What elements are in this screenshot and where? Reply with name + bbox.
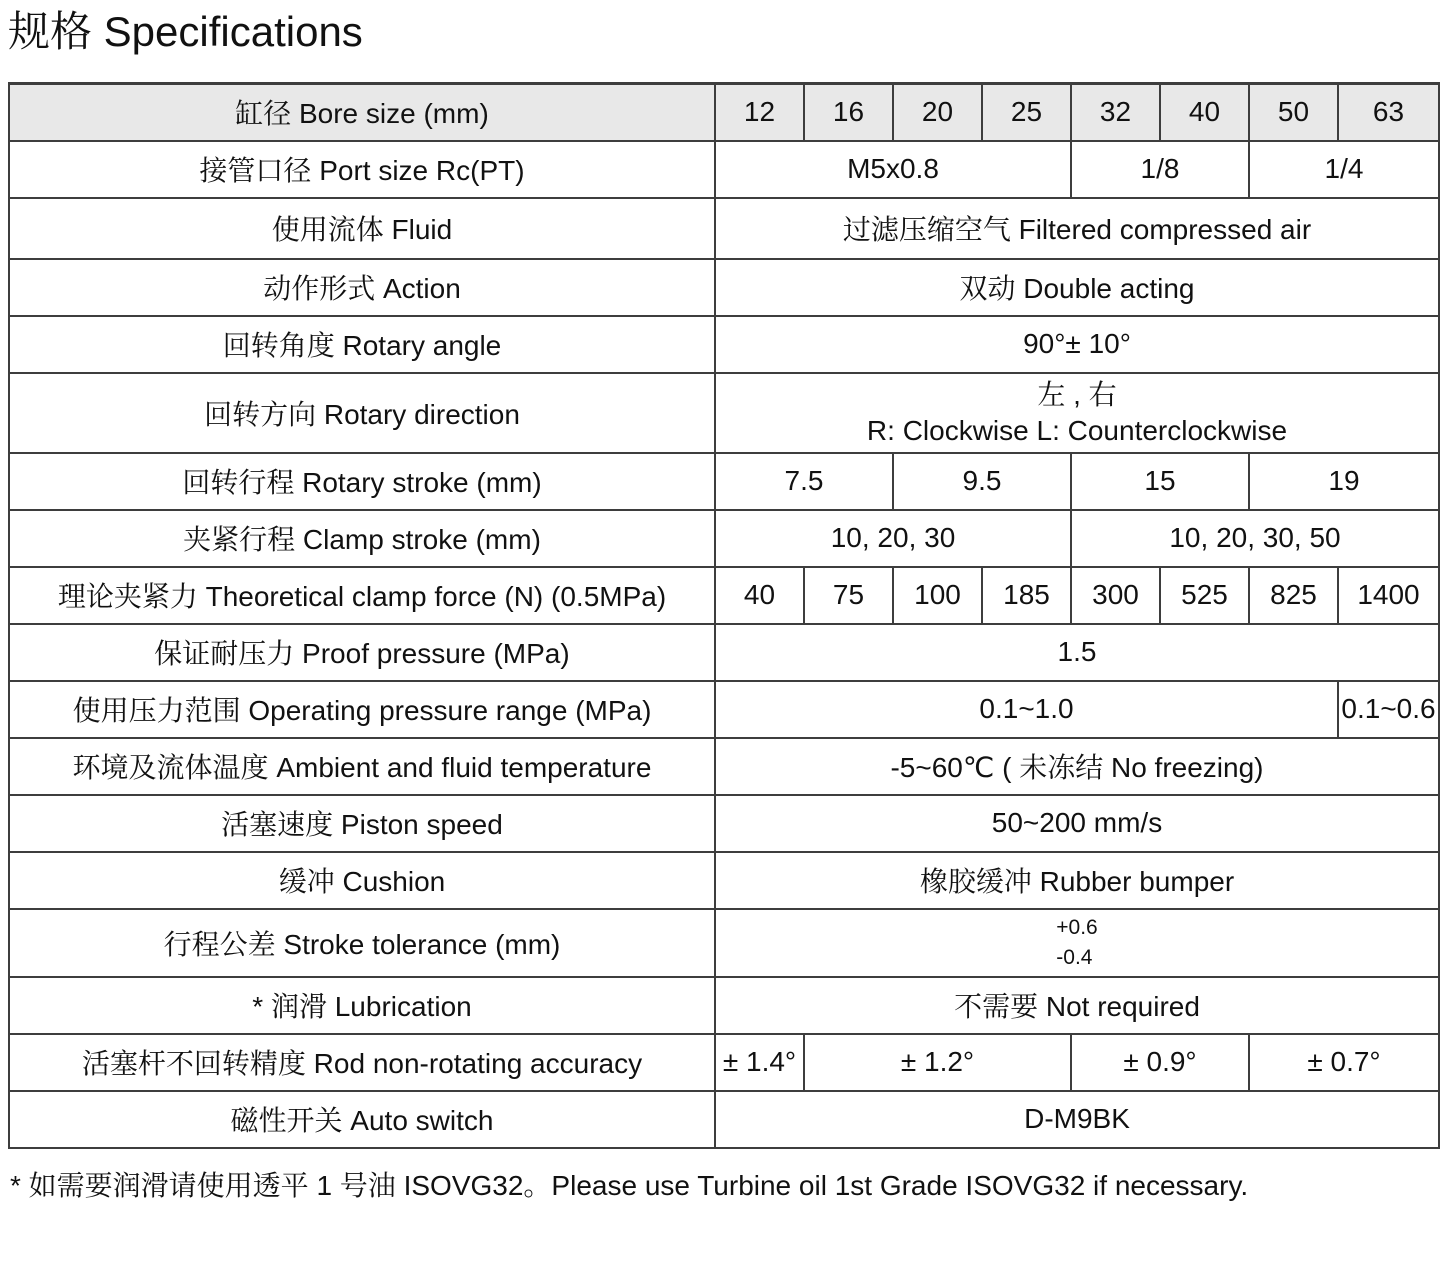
cell-rod-accuracy-32-40: ± 0.9° bbox=[1071, 1034, 1249, 1091]
row-label-fluid: 使用流体 Fluid bbox=[9, 198, 715, 259]
row-action bbox=[9, 259, 1439, 316]
row-operating-pressure bbox=[9, 681, 1439, 738]
cell-bore-32: 32 bbox=[1071, 84, 1160, 141]
row-label-port-size: 接管口径 Port size Rc(PT) bbox=[9, 141, 715, 198]
row-clamp-force bbox=[9, 567, 1439, 624]
row-label-rotary-stroke: 回转行程 Rotary stroke (mm) bbox=[9, 453, 715, 510]
cell-clamp-force-12: 40 bbox=[715, 567, 804, 624]
row-auto-switch bbox=[9, 1091, 1439, 1148]
row-label-bore-size: 缸径 Bore size (mm) bbox=[9, 84, 715, 141]
row-label-rotary-angle: 回转角度 Rotary angle bbox=[9, 316, 715, 373]
cell-auto-switch: D-M9BK bbox=[715, 1091, 1439, 1148]
page-title: 规格 Specifications bbox=[8, 8, 363, 55]
cell-port-size-m5: M5x0.8 bbox=[715, 141, 1071, 198]
cell-piston-speed: 50~200 mm/s bbox=[715, 795, 1439, 852]
cell-cushion: 橡胶缓冲 Rubber bumper bbox=[715, 852, 1439, 909]
cell-rod-accuracy-50-63: ± 0.7° bbox=[1249, 1034, 1439, 1091]
row-cushion bbox=[9, 852, 1439, 909]
row-label-stroke-tolerance: 行程公差 Stroke tolerance (mm) bbox=[9, 909, 715, 977]
cell-operating-pressure-63: 0.1~0.6 bbox=[1338, 681, 1439, 738]
cell-bore-25: 25 bbox=[982, 84, 1071, 141]
cell-rod-accuracy-16-25: ± 1.2° bbox=[804, 1034, 1071, 1091]
cell-bore-50: 50 bbox=[1249, 84, 1338, 141]
row-stroke-tolerance bbox=[9, 909, 1439, 977]
cell-action: 双动 Double acting bbox=[715, 259, 1439, 316]
row-label-piston-speed: 活塞速度 Piston speed bbox=[9, 795, 715, 852]
stroke-tolerance-minus: -0.4 bbox=[1056, 945, 1093, 969]
row-rotary-angle bbox=[9, 316, 1439, 373]
row-rotary-direction bbox=[9, 373, 1439, 453]
cell-lubrication: 不需要 Not required bbox=[715, 977, 1439, 1034]
cell-clamp-stroke-2: 10, 20, 30, 50 bbox=[1071, 510, 1439, 567]
stroke-tolerance-values bbox=[1056, 913, 1097, 973]
row-label-rod-accuracy: 活塞杆不回转精度 Rod non-rotating accuracy bbox=[9, 1034, 715, 1091]
row-clamp-stroke bbox=[9, 510, 1439, 567]
cell-bore-16: 16 bbox=[804, 84, 893, 141]
cell-temperature: -5~60℃ ( 未冻结 No freezing) bbox=[715, 738, 1439, 795]
row-label-temperature: 环境及流体温度 Ambient and fluid temperature bbox=[9, 738, 715, 795]
cell-bore-63: 63 bbox=[1338, 84, 1439, 141]
rotary-direction-line1: 左 , 右 bbox=[1037, 378, 1117, 410]
cell-clamp-force-63: 1400 bbox=[1338, 567, 1439, 624]
cell-rotary-stroke-2: 9.5 bbox=[893, 453, 1071, 510]
row-piston-speed bbox=[9, 795, 1439, 852]
stroke-tolerance-plus: +0.6 bbox=[1056, 915, 1098, 939]
cell-rotary-angle: 90°± 10° bbox=[715, 316, 1439, 373]
row-label-cushion: 缓冲 Cushion bbox=[9, 852, 715, 909]
row-label-clamp-force: 理论夹紧力 Theoretical clamp force (N) (0.5MPa) bbox=[9, 567, 715, 624]
cell-bore-40: 40 bbox=[1160, 84, 1249, 141]
cell-clamp-force-40: 525 bbox=[1160, 567, 1249, 624]
cell-clamp-force-32: 300 bbox=[1071, 567, 1160, 624]
cell-rotary-direction bbox=[715, 373, 1439, 453]
cell-rod-accuracy-12: ± 1.4° bbox=[715, 1034, 804, 1091]
row-label-lubrication: * 润滑 Lubrication bbox=[9, 977, 715, 1034]
cell-bore-12: 12 bbox=[715, 84, 804, 141]
row-label-operating-pressure: 使用压力范围 Operating pressure range (MPa) bbox=[9, 681, 715, 738]
row-label-auto-switch: 磁性开关 Auto switch bbox=[9, 1091, 715, 1148]
cell-proof-pressure: 1.5 bbox=[715, 624, 1439, 681]
row-fluid bbox=[9, 198, 1439, 259]
row-proof-pressure bbox=[9, 624, 1439, 681]
cell-clamp-stroke-1: 10, 20, 30 bbox=[715, 510, 1071, 567]
cell-stroke-tolerance bbox=[715, 909, 1439, 977]
cell-fluid: 过滤压缩空气 Filtered compressed air bbox=[715, 198, 1439, 259]
row-label-rotary-direction: 回转方向 Rotary direction bbox=[9, 373, 715, 453]
cell-port-size-14: 1/4 bbox=[1249, 141, 1439, 198]
cell-rotary-stroke-4: 19 bbox=[1249, 453, 1439, 510]
row-label-proof-pressure: 保证耐压力 Proof pressure (MPa) bbox=[9, 624, 715, 681]
lubrication-footnote: * 如需要润滑请使用透平 1 号油 ISOVG32。Please use Turbine oil 1st Grade ISOVG32 if necessary. bbox=[10, 1169, 1249, 1201]
row-port-size bbox=[9, 141, 1439, 198]
rotary-direction-line2: R: Clockwise L: Counterclockwise bbox=[866, 414, 1288, 446]
cell-port-size-18: 1/8 bbox=[1071, 141, 1249, 198]
row-rotary-stroke bbox=[9, 453, 1439, 510]
cell-clamp-force-16: 75 bbox=[804, 567, 893, 624]
cell-clamp-force-25: 185 bbox=[982, 567, 1071, 624]
row-label-clamp-stroke: 夹紧行程 Clamp stroke (mm) bbox=[9, 510, 715, 567]
row-bore-size bbox=[9, 84, 1439, 141]
cell-clamp-force-20: 100 bbox=[893, 567, 982, 624]
cell-bore-20: 20 bbox=[893, 84, 982, 141]
row-rod-accuracy bbox=[9, 1034, 1439, 1091]
cell-rotary-stroke-3: 15 bbox=[1071, 453, 1249, 510]
row-temperature bbox=[9, 738, 1439, 795]
cell-operating-pressure-main: 0.1~1.0 bbox=[715, 681, 1338, 738]
row-label-action: 动作形式 Action bbox=[9, 259, 715, 316]
row-lubrication bbox=[9, 977, 1439, 1034]
specifications-table bbox=[8, 82, 1440, 1149]
cell-rotary-stroke-1: 7.5 bbox=[715, 453, 893, 510]
cell-clamp-force-50: 825 bbox=[1249, 567, 1338, 624]
